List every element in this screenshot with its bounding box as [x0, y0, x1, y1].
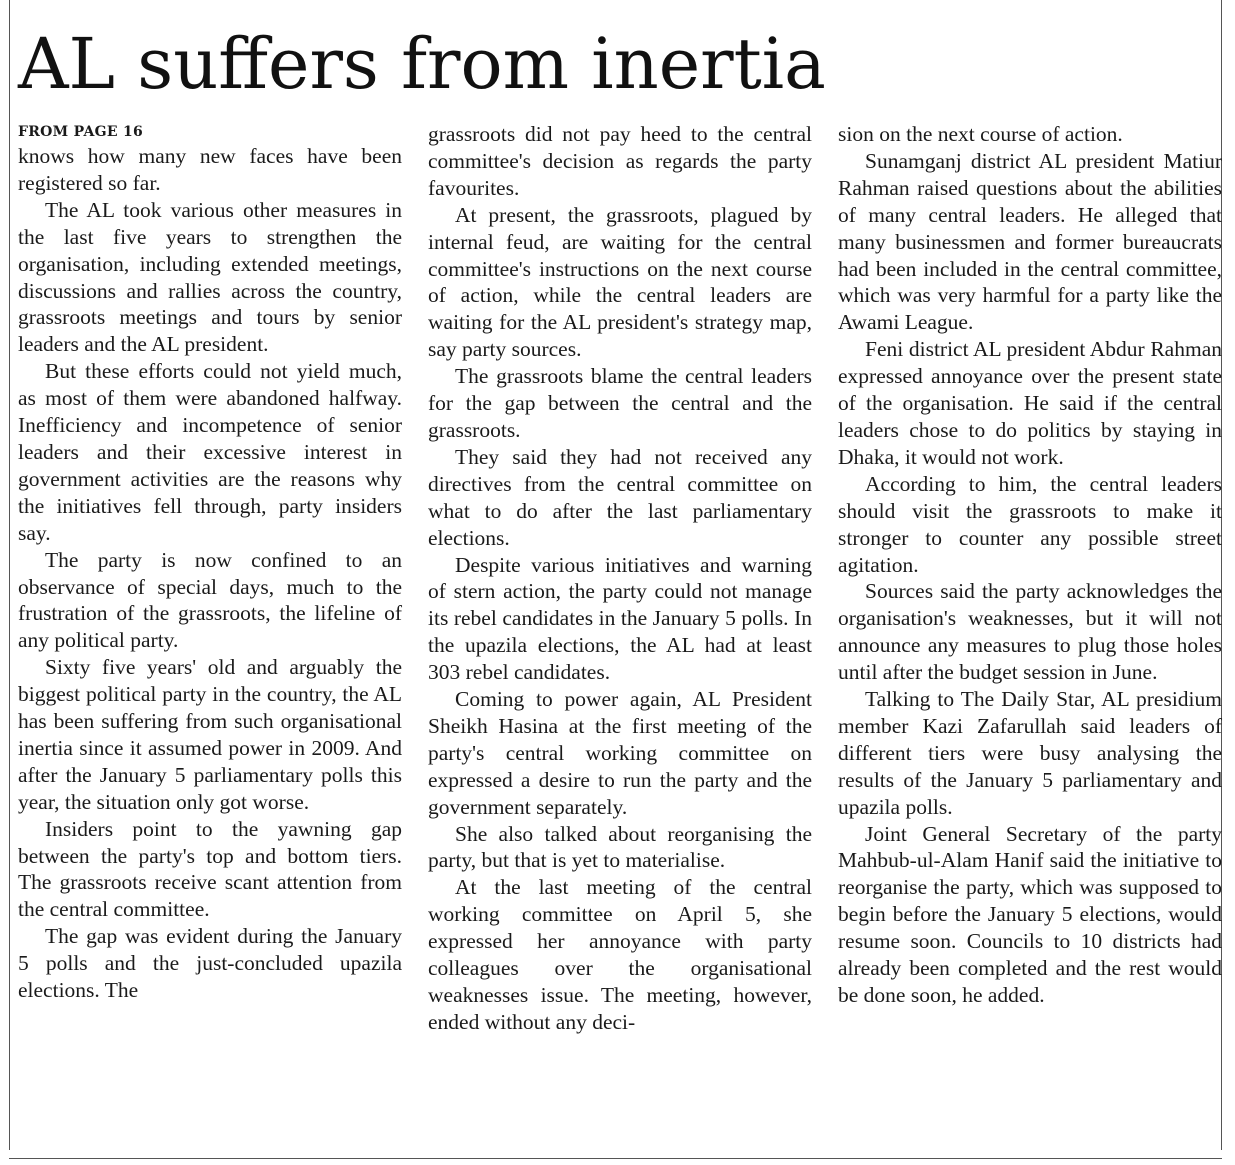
paragraph: Despite various initiatives and warning of stern action, the party could not manage its rebel candidates in the January 5 polls. In the upazila elections, the AL had at least 303 rebel candidates. — [428, 552, 812, 685]
headline: AL suffers from inertia — [18, 23, 826, 105]
column-3 — [838, 121, 1222, 1009]
paragraph: knows how many new faces have been registered so far. — [18, 144, 402, 195]
column-1 — [18, 121, 402, 1004]
paragraph: They said they had not received any directives from the central committee on what to do after the last parliamentary elections. — [428, 444, 812, 550]
paragraph: Talking to The Daily Star, AL presidium member Kazi Zafarullah said leaders of different tiers were busy analysing the results of the January 5 parliamentary and upazila polls. — [838, 687, 1222, 819]
column-2 — [428, 121, 812, 1036]
paragraph: At the last meeting of the central working committee on April 5, she expressed her annoyance with party colleagues over the organisational weaknesses issue. The meeting, however, ended without any deci- — [428, 875, 812, 1034]
paragraph: At present, the grassroots, plagued by internal feud, are waiting for the central committee's instructions on the next course of action, while the central leaders are waiting for the AL president's strategy map, say party sources. — [428, 202, 812, 362]
paragraph: Feni district AL president Abdur Rahman expressed annoyance over the present state of the organisation. He said if the central leaders chose to do politics by staying in Dhaka, it would not work. — [838, 337, 1222, 469]
kicker: FROM PAGE 16 — [18, 124, 144, 140]
paragraph: But these efforts could not yield much, as most of them were abandoned halfway. Inefficiency and incompetence of senior leaders and their excessive interest in government activities are the reasons why the initiatives fell through, party insiders say. — [18, 359, 402, 545]
paragraph: grassroots did not pay heed to the central committee's decision as regards the party favourites. — [428, 122, 812, 200]
paragraph: Sources said the party acknowledges the organisation's weaknesses, but it will not announce any measures to plug those holes until after the budget session in June. — [838, 579, 1222, 685]
left-border-rule — [9, 0, 10, 1150]
paragraph: The gap was evident during the January 5 polls and the just-concluded upazila elections. The — [18, 924, 402, 1003]
bottom-border-rule — [9, 1158, 1222, 1159]
paragraph: She also talked about reorganising the party, but that is yet to materialise. — [428, 821, 812, 873]
paragraph: The party is now confined to an observance of special days, much to the frustration of the grassroots, the lifeline of any political party. — [18, 547, 402, 653]
paragraph: Sixty five years' old and arguably the biggest political party in the country, the AL has been suffering from such organisational inertia since it assumed power in 2009. And after the January 5 parliamentary polls this year, the situation only got worse. — [18, 655, 402, 814]
paragraph: Joint General Secretary of the party Mahbub-ul-Alam Hanif said the initiative to reorganise the party, which was supposed to begin before the January 5 elections, would resume soon. Councils to 10 districts had already been completed and the rest would be done soon, he added. — [838, 821, 1222, 1007]
paragraph: Insiders point to the yawning gap between the party's top and bottom tiers. The grassroots receive scant attention from the central committee. — [18, 816, 402, 922]
paragraph: The AL took various other measures in the last five years to strengthen the organisation, including extended meetings, discussions and rallies across the country, grassroots meetings and tours by senior leaders and the AL president. — [18, 197, 402, 357]
paragraph: Sunamganj district AL president Matiur Rahman raised questions about the abilities of many central leaders. He alleged that many businessmen and former bureaucrats had been included in the central committee, which was very harmful for a party like the Awami League. — [838, 148, 1222, 335]
paragraph: According to him, the central leaders should visit the grassroots to make it stronger to counter any possible street agitation. — [838, 471, 1222, 577]
paragraph: sion on the next course of action. — [838, 122, 1123, 146]
paragraph: The grassroots blame the central leaders for the gap between the central and the grassroots. — [428, 364, 812, 442]
paragraph: Coming to power again, AL President Sheikh Hasina at the first meeting of the party's central working committee on expressed a desire to run the party and the government separately. — [428, 687, 812, 819]
